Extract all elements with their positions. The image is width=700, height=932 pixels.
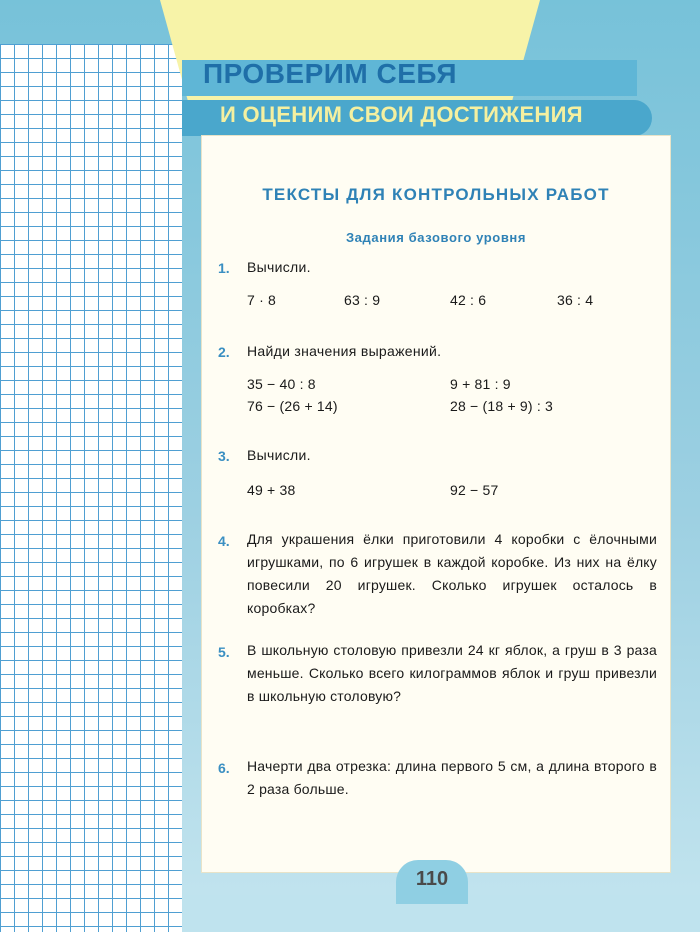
task-prompt: Найди значения выражений. <box>247 343 442 359</box>
task-number: 4. <box>218 533 230 549</box>
expression: 7 · 8 <box>247 292 277 308</box>
task-text: В школьную столовую привезли 24 кг яблок, а груш в 3 раза меньше. Сколько всего килограммов яблок и груш привезли в школьную столовую? <box>247 642 657 704</box>
page-number: 110 <box>415 868 449 890</box>
section-subtitle: Задания базового уровня <box>345 230 527 245</box>
section-title: ТЕКСТЫ ДЛЯ КОНТРОЛЬНЫХ РАБОТ <box>262 185 610 204</box>
task-number: 2. <box>218 344 230 360</box>
grid-paper-margin <box>0 44 182 932</box>
expression: 92 − 57 <box>450 482 499 498</box>
task-prompt: Вычисли. <box>247 259 311 275</box>
expression: 63 : 9 <box>344 292 381 308</box>
page-subtitle: И ОЦЕНИМ СВОИ ДОСТИЖЕНИЯ <box>220 102 583 127</box>
task-text: Начерти два отрезка: длина первого 5 см, а длина второго в 2 раза больше. <box>247 758 657 797</box>
task-prompt: Вычисли. <box>247 447 311 463</box>
expression: 49 + 38 <box>247 482 296 498</box>
expression: 42 : 6 <box>450 292 487 308</box>
task-number: 3. <box>218 448 230 464</box>
expression: 28 − (18 + 9) : 3 <box>450 398 554 414</box>
expression: 76 − (26 + 14) <box>247 398 338 414</box>
content-card <box>202 136 670 872</box>
task-number: 6. <box>218 760 230 776</box>
task-number: 5. <box>218 644 230 660</box>
expression: 35 − 40 : 8 <box>247 376 316 392</box>
expression: 9 + 81 : 9 <box>450 376 511 392</box>
expression: 36 : 4 <box>557 292 594 308</box>
page-title: ПРОВЕРИМ СЕБЯ <box>203 58 457 89</box>
task-number: 1. <box>218 260 230 276</box>
task-text: Для украшения ёлки приготовили 4 коробки с ёлочными игрушками, по 6 игрушек в каждой коробке. Из них на ёлку повесили 20 игрушек. Сколько игрушек осталось в коробках? <box>247 531 657 616</box>
